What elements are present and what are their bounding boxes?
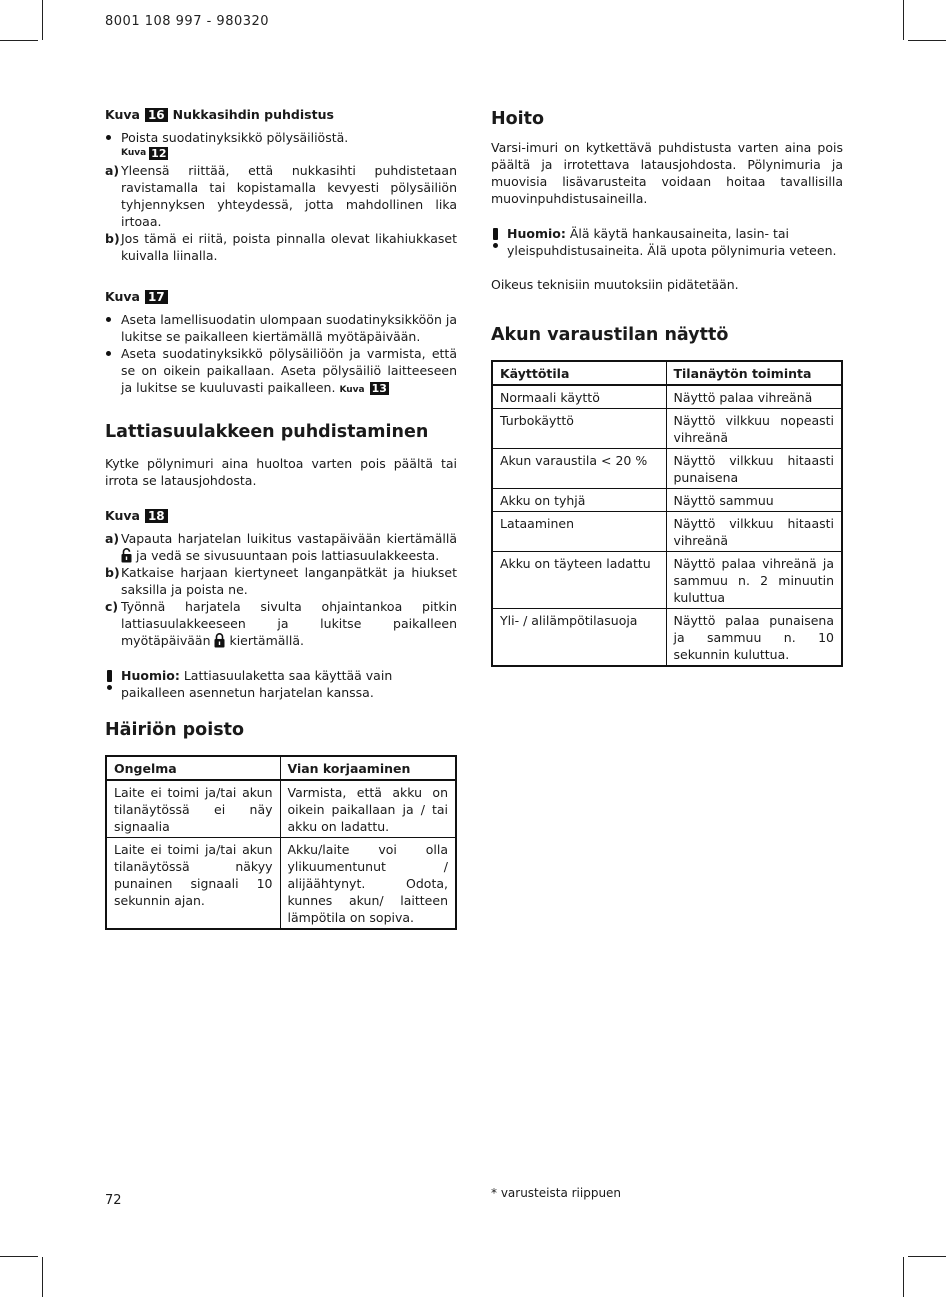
table-header: Vian korjaaminen [280,756,456,780]
figure-number-17: 17 [145,290,168,304]
figure-number-16: 16 [145,108,168,122]
table-row [106,780,456,838]
table-cell: Normaali käyttö [492,385,666,409]
list-item: Aseta suodatinyksikkö pölysäiliöön ja varmista, että se on oikein paikallaan. Aseta pölysäiliö laitteeseen ja lukitse se kuuluvasti paikalleen. Kuva 13 [105,345,457,399]
table-cell: Akku on tyhjä [492,489,666,512]
table-cell: Näyttö vilkkuu hitaasti vihreänä [666,512,842,552]
table-row [492,609,842,667]
table-cell: Näyttö palaa vihreänä [666,385,842,409]
list-item-b: b) Katkaise harjaan kiertyneet langanpätkät ja hiukset saksilla ja poista ne. [105,565,457,597]
page-number: 72 [105,1193,122,1208]
warning-note: Huomio: Lattiasuulaketta saa käyttää vain paikalleen asennetun harjatelan kanssa. [105,667,457,701]
exclamation-icon [105,670,114,690]
table-cell: Akun varaustila < 20 % [492,449,666,489]
table-cell: Näyttö palaa vihreänä ja sammuu n. 2 minuutin kuluttua [666,552,842,609]
warning-note: Huomio: Älä käytä hankausaineita, lasin- tai yleispuhdistusaineita. Älä upota pölynimuria veteen. [491,225,843,259]
table-row [492,489,842,512]
table-cell: Näyttö vilkkuu hitaasti punaisena [666,449,842,489]
table-header-row [106,756,456,780]
figure-17-heading: Kuva 17 [105,288,457,305]
figure-12-ref: Kuva 12 [121,147,167,160]
crop-mark-tl-h [0,40,38,41]
technical-changes-note: Oikeus teknisiin muutoksiin pidätetään. [491,277,739,292]
crop-mark-br-v [903,1257,904,1297]
figure-number-18: 18 [145,509,168,523]
table-header: Käyttötila [492,361,666,385]
table-cell: Lataaminen [492,512,666,552]
list-item-a: a) Vapauta harjatelan luikitus vastapäivään kiertämällä ja vedä se sivusuuntaan pois lattiasuulakkeesta. [105,531,457,563]
table-cell: Akku/laite voi olla ylikuumentunut / alijäähtynyt. Odota, kunnes akun/ laitteen lämpötila on sopiva. [280,838,456,930]
left-column [105,106,457,930]
crop-mark-tr-v [903,0,904,40]
list-item: Aseta lamellisuodatin ulompaan suodatinyksikköön ja lukitse se paikalleen kiertämällä myötäpäivään. [105,311,457,345]
table-cell: Laite ei toimi ja/tai akun tilanäytössä ei näy signaalia [106,780,280,838]
table-row [492,449,842,489]
table-cell: Näyttö palaa punaisena ja sammuu n. 10 sekunnin kuluttua. [666,609,842,667]
figure-16-heading: Kuva 16 Nukkasihdin puhdistus [105,107,334,122]
lock-icon [214,633,225,648]
figure-number-13: 13 [371,382,387,395]
troubleshooting-table [105,755,457,930]
exclamation-icon [491,228,500,248]
list-item-a: a) Yleensä riittää, että nukkasihti puhdistetaan ravistamalla tai kopistamalla kevyesti pölysäiliön tyhjennyksen yhteydessä, jotta mahdollinen lika irtoaa. [105,163,457,229]
table-row [492,409,842,449]
list-item: Poista suodatinyksikkö pölysäiliöstä. [105,129,457,146]
figure-18-heading: Kuva 18 [105,507,457,524]
crop-mark-tr-h [908,40,946,41]
table-header: Ongelma [106,756,280,780]
table-cell: Varmista, että akku on oikein paikallaan ja / tai akku on ladattu. [280,780,456,838]
table-cell: Turbokäyttö [492,409,666,449]
table-row [492,385,842,409]
table-row [106,838,456,930]
list-item-b: b) Jos tämä ei riitä, poista pinnalla olevat likahiukkaset kuivalla liinalla. [105,231,457,263]
right-column [491,108,843,667]
table-row [492,552,842,609]
table-cell: Näyttö vilkkuu nopeasti vihreänä [666,409,842,449]
table-header-row [492,361,842,385]
crop-mark-bl-v [42,1257,43,1297]
battery-status-table [491,360,843,667]
list-item-c: c) Työnnä harjatela sivulta ohjaintankoa pitkin lattiasuulakkeeseen ja lukitse paikalleen myötäpäivään kiertämällä. [105,599,457,648]
document-code: 8001 108 997 - 980320 [105,14,270,29]
crop-mark-br-h [908,1256,946,1257]
section-title-care: Hoito [491,109,545,129]
table-cell: Laite ei toimi ja/tai akun tilanäytössä näkyy punainen signaali 10 sekunnin ajan. [106,838,280,930]
care-text: Varsi-imuri on kytkettävä puhdistusta varten aina pois päältä ja irrotettava latausjohdosta. Pölynimuria ja muovisia lisävarusteita voidaan hoitaa tavallisilla muovinpuhdistusaineilla. [491,140,843,206]
table-row [492,512,842,552]
section-title-troubleshooting: Häiriön poisto [105,720,245,740]
table-header: Tilanäytön toiminta [666,361,842,385]
section-title-battery: Akun varaustilan näyttö [491,325,729,345]
floor-intro-text: Kytke pölynimuri aina huoltoa varten pois päältä tai irrota se latausjohdosta. [105,456,457,488]
unlock-icon [121,548,132,563]
section-title-floor-nozzle: Lattiasuulakkeen puhdistaminen [105,422,429,442]
crop-mark-tl-v [42,0,43,40]
footnote: * varusteista riippuen [491,1186,622,1200]
figure-number-12: 12 [151,147,167,160]
crop-mark-bl-h [0,1256,38,1257]
table-cell: Akku on täyteen ladattu [492,552,666,609]
table-cell: Näyttö sammuu [666,489,842,512]
table-cell: Yli- / alilämpötilasuoja [492,609,666,667]
